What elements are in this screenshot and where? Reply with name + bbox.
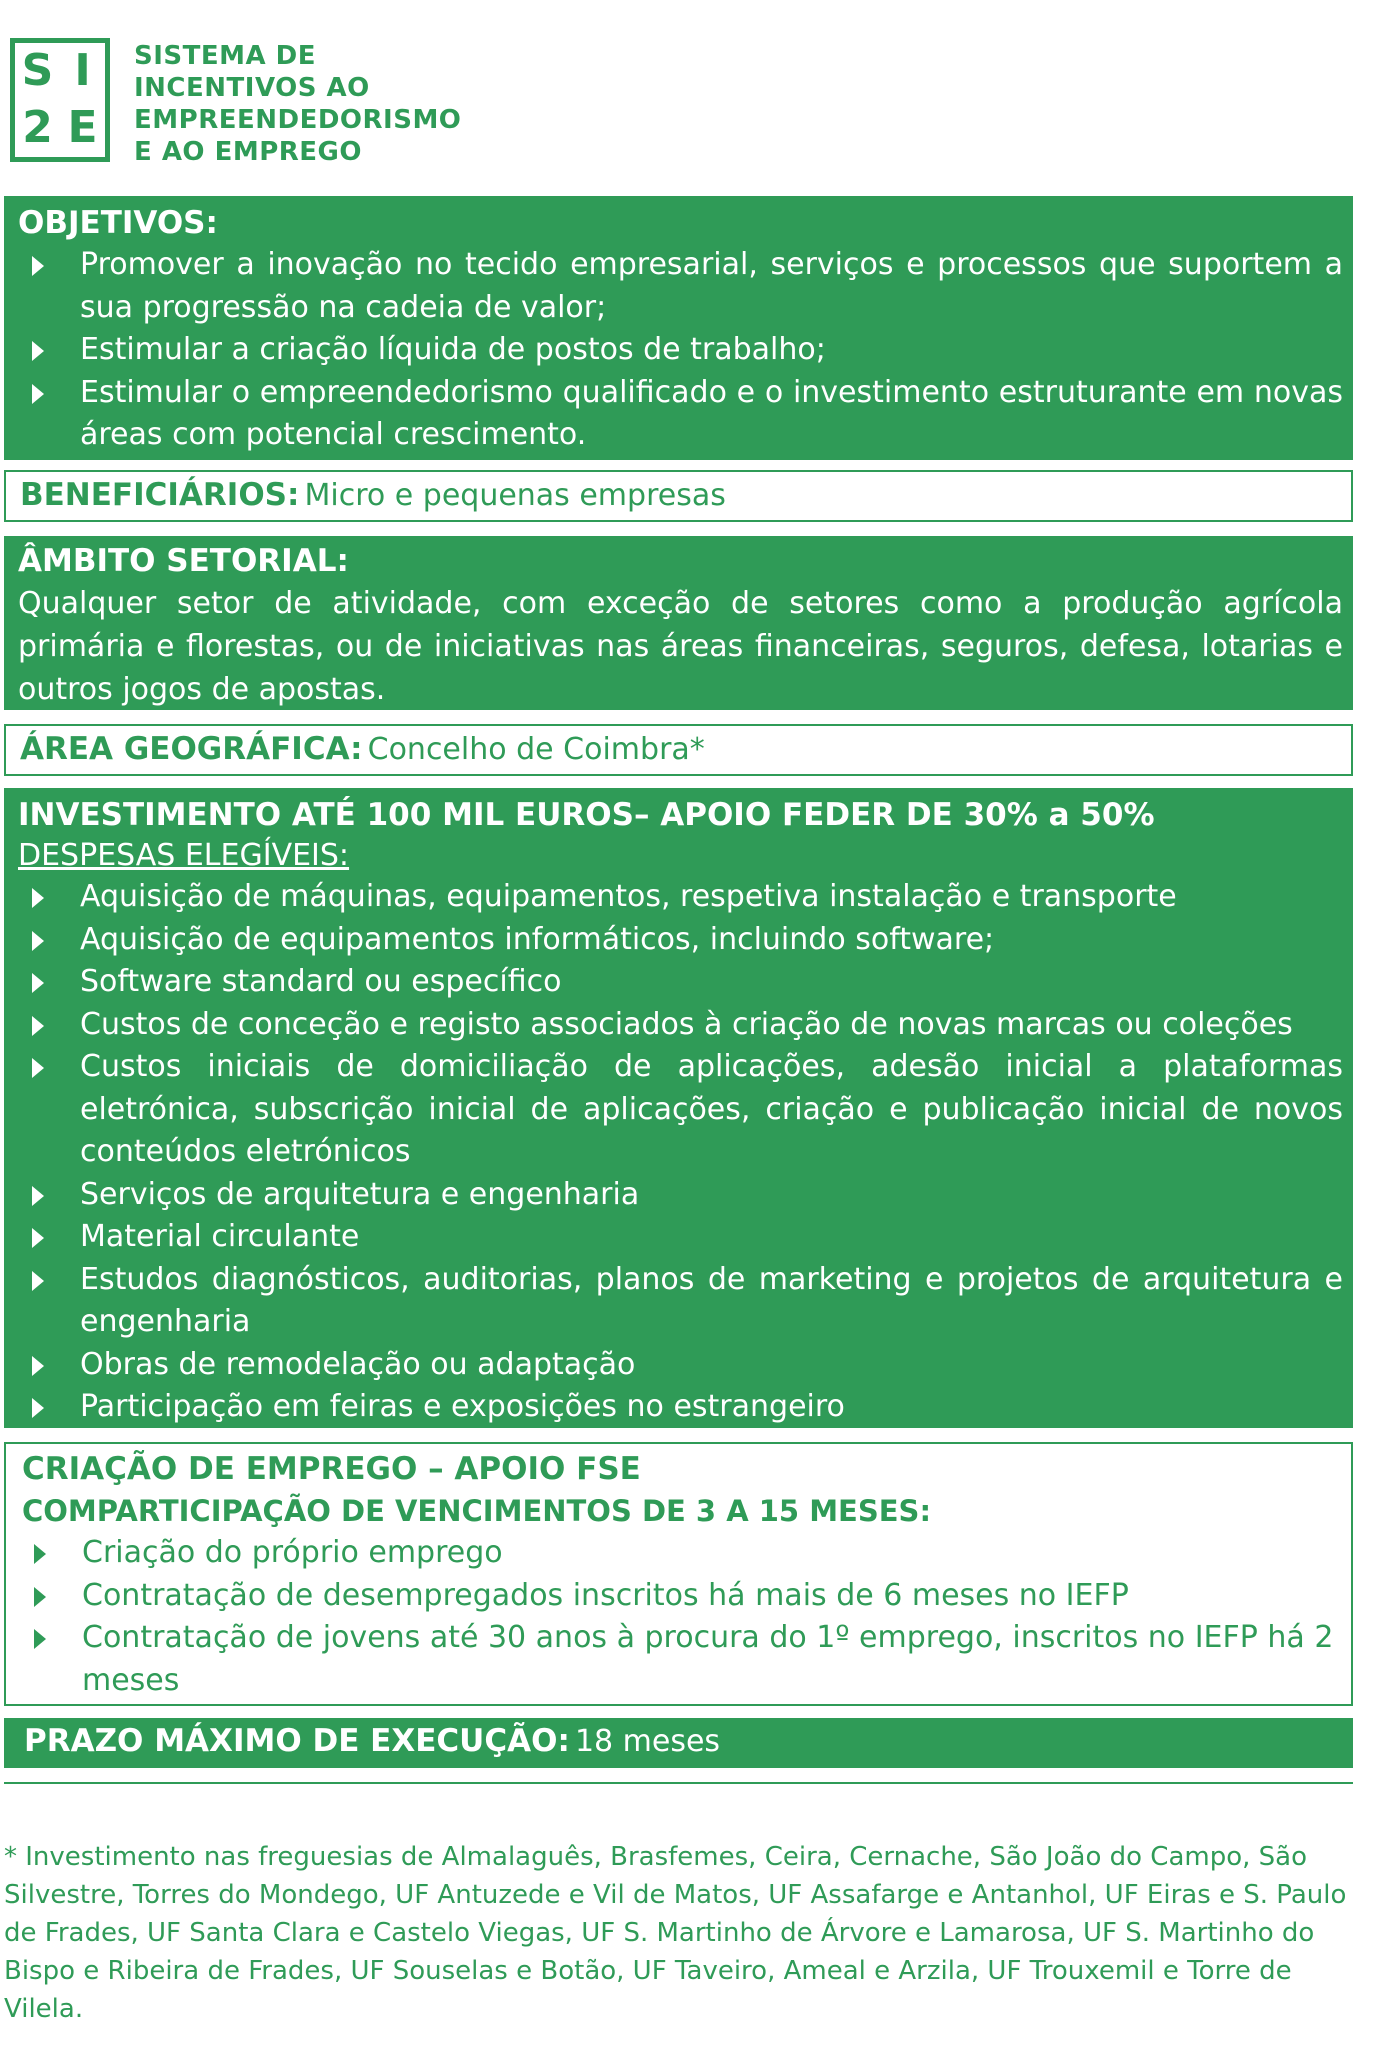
list-item: Criação do próprio emprego: [6, 1532, 1341, 1575]
list-item: Contratação de desempregados inscritos há mais de 6 meses no IEFP: [6, 1575, 1341, 1618]
logo-letter: E: [67, 102, 98, 153]
emprego-list: [6, 1532, 1341, 1702]
list-item: Obras de remodelação ou adaptação: [4, 1344, 1343, 1387]
list-item: Promover a inovação no tecido empresarial, serviços e processos que suportem a sua progressão na cadeia de valor;: [4, 244, 1343, 329]
list-item: Contratação de jovens até 30 anos à procura do 1º emprego, inscritos no IEFP há 2 meses: [6, 1617, 1341, 1702]
list-item: Estudos diagnósticos, auditorias, planos de marketing e projetos de arquitetura e engenharia: [4, 1259, 1343, 1344]
list-item: Estimular o empreendedorismo qualificado e o investimento estruturante em novas áreas com potencial crescimento.: [4, 372, 1343, 457]
list-item: Aquisição de equipamentos informáticos, incluindo software;: [4, 919, 1343, 962]
program-title-line: INCENTIVOS AO: [134, 73, 370, 103]
despesas-subheading: DESPESAS ELEGÍVEIS:: [18, 838, 350, 873]
divider: [4, 1782, 1353, 1784]
emprego-section: [4, 1442, 1353, 1706]
objetivos-list: [4, 244, 1343, 457]
objetivos-heading: OBJETIVOS:: [18, 205, 218, 241]
list-item: Participação em feiras e exposições no estrangeiro: [4, 1386, 1343, 1429]
investimento-heading: INVESTIMENTO ATÉ 100 MIL EUROS– APOIO FEDER DE 30% a 50%: [18, 797, 1155, 833]
investimento-section: [4, 788, 1353, 1428]
ambito-text: Qualquer setor de atividade, com exceção de setores como a produção agrícola primária e florestas, ou de iniciativas nas áreas financeiras, seguros, defesa, lotarias e outros jogos de apostas.: [18, 586, 1343, 707]
ambito-section: [4, 536, 1353, 710]
beneficiarios-value: Micro e pequenas empresas: [304, 478, 726, 513]
list-item: Aquisição de máquinas, equipamentos, respetiva instalação e transporte: [4, 876, 1343, 919]
prazo-value: 18 meses: [574, 1724, 721, 1759]
emprego-subheading: COMPARTICIPAÇÃO DE VENCIMENTOS DE 3 A 15 MESES:: [22, 1494, 932, 1528]
logo-letter: 2: [22, 102, 53, 153]
si2e-logo: [10, 38, 110, 162]
beneficiarios-section: [4, 470, 1353, 522]
beneficiarios-label: BENEFICIÁRIOS:: [20, 477, 300, 513]
logo-letter: I: [74, 45, 91, 96]
area-value: Concelho de Coimbra*: [367, 732, 705, 767]
prazo-section: [4, 1718, 1353, 1768]
program-title-line: E AO EMPREGO: [134, 137, 363, 167]
despesas-list: [4, 876, 1343, 1429]
list-item: Estimular a criação líquida de postos de trabalho;: [4, 329, 1343, 372]
ambito-heading: ÂMBITO SETORIAL:: [18, 543, 349, 579]
area-section: [4, 724, 1353, 776]
list-item: Custos de conceção e registo associados à criação de novas marcas ou coleções: [4, 1004, 1343, 1047]
logo-letter: S: [21, 45, 54, 96]
list-item: Serviços de arquitetura e engenharia: [4, 1174, 1343, 1217]
objetivos-section: [4, 196, 1353, 460]
list-item: Material circulante: [4, 1216, 1343, 1259]
list-item: Software standard ou específico: [4, 961, 1343, 1004]
footnote: * Investimento nas freguesias de Almalaguês, Brasfemes, Ceira, Cernache, São João do Campo, São Silvestre, Torres do Mondego, UF Antuzede e Vil de Matos, UF Assafarge e Antanhol, UF Eiras e S. Paulo de Frades, UF Santa Clara e Castelo Viegas, UF S. Martinho de Árvore e Lamarosa, UF S. Martinho do Bispo e Ribeira de Frades, UF Souselas e Botão, UF Taveiro, Ameal e Arzila, UF Trouxemil e Torre de Vilela.: [4, 1842, 1347, 2024]
emprego-heading: CRIAÇÃO DE EMPREGO – APOIO FSE: [22, 1451, 641, 1487]
area-label: ÁREA GEOGRÁFICA:: [20, 731, 363, 767]
prazo-label: PRAZO MÁXIMO DE EXECUÇÃO:: [24, 1723, 570, 1759]
program-title: [134, 40, 461, 168]
program-title-line: SISTEMA DE: [134, 41, 317, 71]
list-item: Custos iniciais de domiciliação de aplicações, adesão inicial a plataformas eletrónica, subscrição inicial de aplicações, criação e publicação inicial de novos conteúdos eletrónicos: [4, 1046, 1343, 1174]
program-title-line: EMPREENDEDORISMO: [134, 105, 462, 135]
